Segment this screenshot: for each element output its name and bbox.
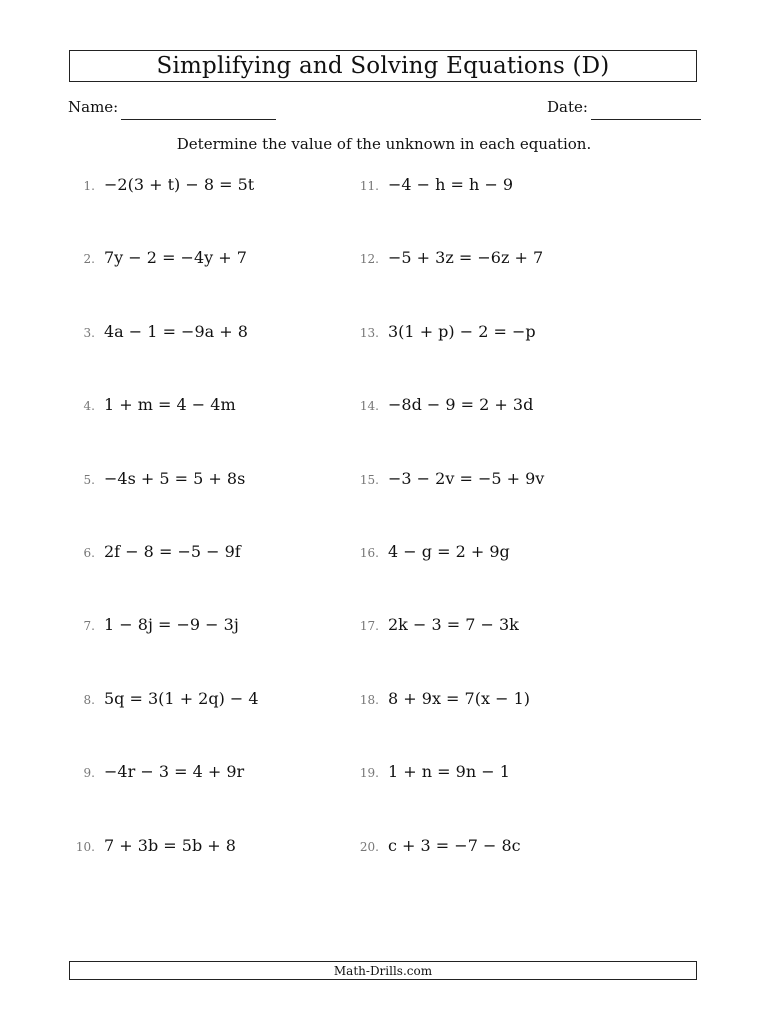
problem-number: 10. — [75, 839, 95, 854]
problem-number: 2. — [83, 252, 95, 267]
problem-equation: −2(3 + t) − 8 = 5t — [104, 175, 255, 194]
problem-item — [69, 395, 236, 417]
date-field[interactable] — [591, 119, 701, 120]
problem-number: 17. — [359, 619, 379, 634]
problem-number: 13. — [359, 325, 379, 340]
problem-item — [353, 762, 510, 784]
problem-number: 7. — [83, 619, 95, 634]
problem-number: 8. — [83, 692, 95, 707]
problem-equation: 1 + n = 9n − 1 — [388, 762, 510, 782]
problem-item — [69, 542, 241, 564]
problem-number: 14. — [359, 399, 379, 414]
problem-equation: −4s + 5 = 5 + 8s — [104, 468, 246, 488]
problem-item — [353, 248, 543, 270]
problem-equation: 1 + m = 4 − 4m — [104, 395, 236, 415]
problem-item — [353, 836, 521, 858]
problem-number: 12. — [359, 252, 379, 267]
problem-number: 4. — [83, 399, 95, 414]
problem-equation: −3 − 2v = −5 + 9v — [388, 468, 545, 488]
problem-number: 16. — [359, 546, 379, 560]
problem-equation: 4a − 1 = −9a + 8 — [104, 321, 248, 341]
problem-number: 6. — [83, 546, 95, 560]
problem-number: 19. — [359, 766, 379, 781]
problem-equation: 3(1 + p) − 2 = −p — [388, 321, 536, 341]
problem-number: 18. — [359, 692, 379, 707]
problem-equation: 7 + 3b = 5b + 8 — [104, 835, 236, 855]
problem-equation: 1 − 8j = −9 − 3j — [104, 615, 239, 635]
problem-equation: −5 + 3z = −6z + 7 — [388, 248, 544, 268]
problem-item — [69, 248, 247, 270]
date-label: Date: — [547, 98, 588, 116]
footer-text: Math-Drills.com — [333, 963, 433, 978]
problem-item — [69, 322, 248, 344]
problem-equation: −4 − h = h − 9 — [388, 175, 514, 194]
problem-item — [69, 175, 254, 197]
problem-item — [353, 542, 510, 564]
problem-equation: 4 − g = 2 + 9g — [388, 542, 510, 561]
problem-number: 5. — [83, 472, 95, 487]
problem-equation: −4r − 3 = 4 + 9r — [104, 762, 245, 782]
problem-item — [69, 469, 245, 491]
problem-number: 3. — [83, 325, 95, 340]
problem-equation: 7y − 2 = −4y + 7 — [104, 248, 247, 268]
problem-item — [69, 762, 244, 784]
problem-number: 11. — [359, 179, 379, 193]
problem-item — [353, 322, 536, 344]
problem-number: 9. — [83, 766, 95, 781]
name-label: Name: — [68, 98, 119, 116]
worksheet-title-text: Simplifying and Solving Equations (D) — [156, 53, 610, 79]
problem-equation: −8d − 9 = 2 + 3d — [388, 395, 534, 415]
worksheet-title — [69, 50, 697, 82]
problem-item — [353, 395, 533, 417]
problem-equation: c + 3 = −7 − 8c — [388, 835, 521, 855]
problem-item — [69, 836, 236, 858]
problem-equation: 2k − 3 = 7 − 3k — [388, 615, 519, 635]
problem-item — [353, 615, 519, 637]
problem-equation: 2f − 8 = −5 − 9f — [104, 542, 241, 561]
problem-equation: 5q = 3(1 + 2q) − 4 — [104, 688, 259, 708]
problem-number: 1. — [83, 179, 95, 193]
problem-equation: 8 + 9x = 7(x − 1) — [388, 688, 530, 708]
problem-item — [69, 689, 259, 711]
instructions: Determine the value of the unknown in each equation. — [176, 135, 592, 153]
problem-number: 20. — [359, 839, 379, 854]
name-field[interactable] — [121, 119, 276, 120]
problem-item — [353, 689, 530, 711]
problem-item — [353, 175, 513, 197]
problem-number: 15. — [359, 472, 379, 487]
footer — [69, 961, 697, 980]
problem-item — [69, 615, 239, 637]
problem-item — [353, 469, 544, 491]
